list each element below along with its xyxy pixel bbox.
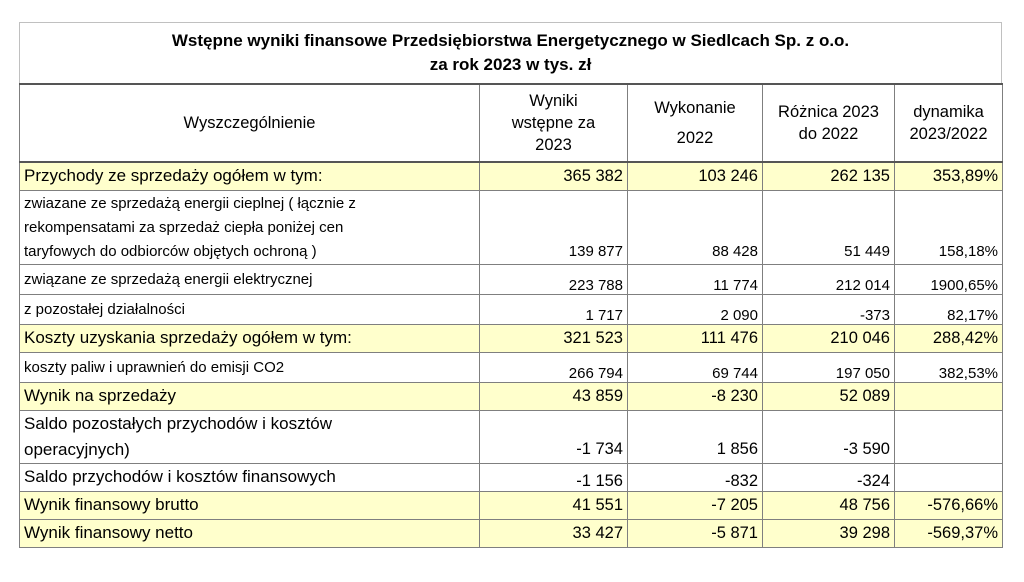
value-2023: 223 788 [480, 264, 628, 294]
value-difference: 48 756 [763, 491, 895, 519]
row-label: z pozostałej działalności [20, 294, 480, 324]
value-2023: 1 717 [480, 294, 628, 324]
value-2023: 266 794 [480, 352, 628, 382]
value-difference: 39 298 [763, 519, 895, 547]
table-row [20, 491, 1003, 519]
header-row [20, 84, 1003, 162]
table-row [20, 190, 1003, 264]
row-label: związane ze sprzedażą energii elektrycznej [20, 264, 480, 294]
value-dynamics: 382,53% [895, 352, 1003, 382]
value-dynamics [895, 410, 1003, 463]
header-execution-2022 [628, 84, 763, 162]
table-row [20, 264, 1003, 294]
row-label [20, 190, 480, 264]
header-line: Wyniki [529, 92, 578, 110]
value-difference: 212 014 [763, 264, 895, 294]
table-row [20, 382, 1003, 410]
table-row [20, 324, 1003, 352]
value-difference: 197 050 [763, 352, 895, 382]
row-label-line: Saldo pozostałych przychodów i kosztów [24, 413, 333, 433]
header-line: Różnica 2023 [778, 103, 879, 121]
value-2023: -1 156 [480, 463, 628, 491]
value-2022: 69 744 [628, 352, 763, 382]
value-dynamics [895, 463, 1003, 491]
row-label-line: taryfowych do odbiorców objętych ochroną ) [24, 242, 317, 260]
value-2022: 2 090 [628, 294, 763, 324]
value-2022: -832 [628, 463, 763, 491]
value-2022: 103 246 [628, 162, 763, 190]
value-2022: -8 230 [628, 382, 763, 410]
value-difference: -373 [763, 294, 895, 324]
header-dynamics [895, 84, 1003, 162]
header-line: 2022 [676, 129, 714, 147]
value-difference: 210 046 [763, 324, 895, 352]
value-2023: 33 427 [480, 519, 628, 547]
table-row [20, 352, 1003, 382]
value-2023: 41 551 [480, 491, 628, 519]
value-dynamics [895, 382, 1003, 410]
table-row [20, 410, 1003, 463]
value-dynamics: -576,66% [895, 491, 1003, 519]
row-label: Saldo przychodów i kosztów finansowych [20, 463, 480, 491]
value-difference: 52 089 [763, 382, 895, 410]
table-row [20, 519, 1003, 547]
row-label: Wynik finansowy netto [20, 519, 480, 547]
value-dynamics: 1900,65% [895, 264, 1003, 294]
table-row [20, 463, 1003, 491]
financial-results-table [19, 83, 1003, 548]
header-line: do 2022 [798, 125, 859, 143]
row-label: Wynik na sprzedaży [20, 382, 480, 410]
value-difference: -3 590 [763, 410, 895, 463]
header-line: Wykonanie [654, 99, 736, 117]
header-line: wstępne za [511, 114, 596, 132]
value-dynamics: 158,18% [895, 190, 1003, 264]
value-2023: 43 859 [480, 382, 628, 410]
row-label: Przychody ze sprzedaży ogółem w tym: [20, 162, 480, 190]
header-preliminary-2023 [480, 84, 628, 162]
row-label: Wynik finansowy brutto [20, 491, 480, 519]
value-dynamics: 82,17% [895, 294, 1003, 324]
value-2023: -1 734 [480, 410, 628, 463]
value-2022: -7 205 [628, 491, 763, 519]
value-2022: 1 856 [628, 410, 763, 463]
value-difference: 51 449 [763, 190, 895, 264]
row-label-line: operacyjnych) [24, 439, 130, 459]
value-2023: 321 523 [480, 324, 628, 352]
value-2023: 139 877 [480, 190, 628, 264]
header-description: Wyszczególnienie [20, 84, 480, 162]
table-row [20, 294, 1003, 324]
header-line: dynamika [913, 103, 984, 121]
value-dynamics: -569,37% [895, 519, 1003, 547]
table-row [20, 162, 1003, 190]
value-difference: 262 135 [763, 162, 895, 190]
header-line: 2023 [535, 136, 572, 154]
value-dynamics: 353,89% [895, 162, 1003, 190]
value-2023: 365 382 [480, 162, 628, 190]
value-2022: -5 871 [628, 519, 763, 547]
value-dynamics: 288,42% [895, 324, 1003, 352]
header-line: 2023/2022 [909, 125, 988, 143]
title-line-2: za rok 2023 w tys. zł [429, 55, 592, 74]
title-line-1: Wstępne wyniki finansowe Przedsiębiorstwa Energetycznego w Siedlcach Sp. z o.o. [171, 31, 850, 50]
row-label [20, 410, 480, 463]
financial-results-table-frame [19, 22, 1002, 548]
header-difference [763, 84, 895, 162]
row-label-line: rekompensatami za sprzedaż ciepła poniżej cen [24, 218, 344, 236]
value-2022: 88 428 [628, 190, 763, 264]
value-2022: 111 476 [628, 324, 763, 352]
table-title [19, 22, 1002, 83]
row-label: Koszty uzyskania sprzedaży ogółem w tym: [20, 324, 480, 352]
value-difference: -324 [763, 463, 895, 491]
value-2022: 11 774 [628, 264, 763, 294]
row-label-line: zwiazane ze sprzedażą energii cieplnej ( łącznie z [24, 194, 356, 212]
row-label: koszty paliw i uprawnień do emisji CO2 [20, 352, 480, 382]
